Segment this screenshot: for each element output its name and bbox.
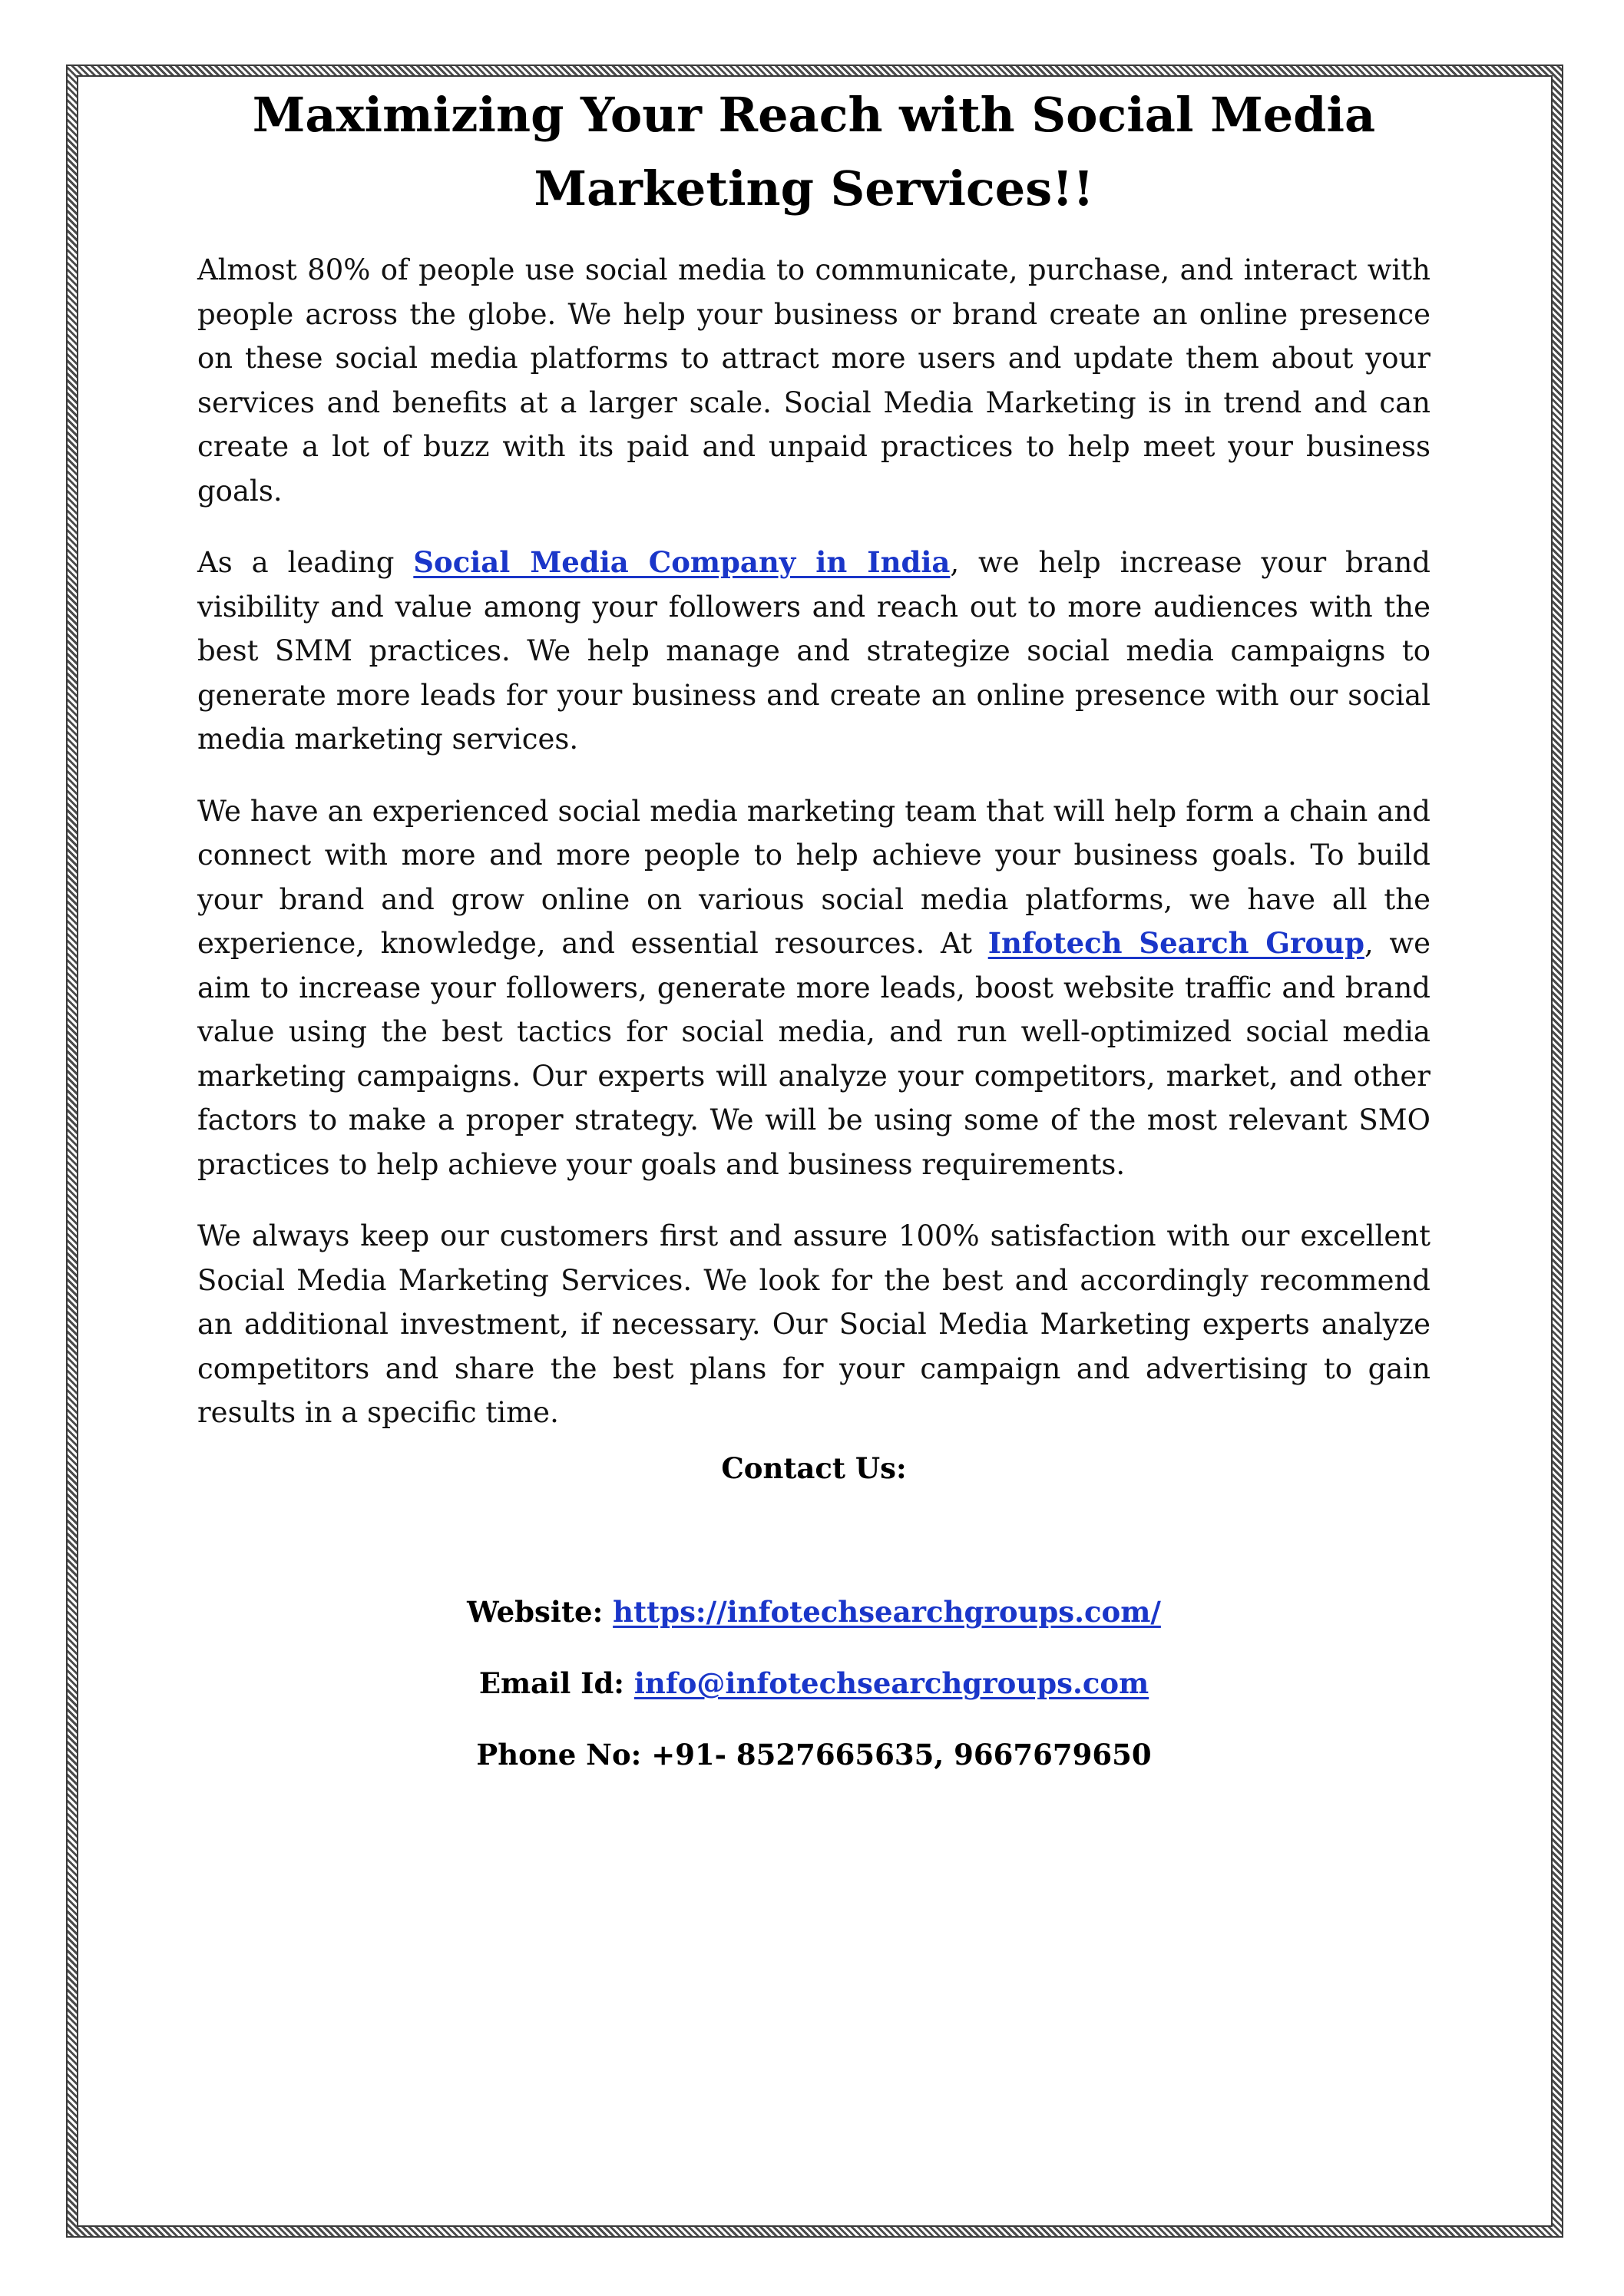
paragraph-satisfaction: We always keep our customers first and assure 100% satisfaction with our excellent Social Media Marketing Services. We look for the best and accordingly recommend an additional investment, if necessary. Our Social Media Marketing experts analyze competitors and share the best plans for your campaign and advertising to gain results in a specific time. (197, 1219, 1431, 1429)
infotech-search-group-link[interactable]: Infotech Search Group (987, 926, 1364, 960)
paragraph-team (197, 789, 1431, 1187)
paragraph-team-rest: , we aim to increase your followers, generate more leads, boost website traffic and brand value using the best tactics for social media, and run well-optimized social media marketing campaigns. Our experts will analyze your competitors, market, and other factors to make a proper strategy. We will be using some of the most relevant SMO practices to help achieve your goals and business requirements. (197, 927, 1431, 1181)
paragraph-company-rest: , we help increase your brand visibility and value among your followers and reach out to more audiences with the best SMM practices. We help manage and strategize social media campaigns to generate more leads for your business and create an online presence with our social media marketing services. (197, 546, 1431, 756)
paragraph-team-lead: We have an experienced social media marketing team that will help form a chain and connect with more and more people to help achieve your business goals. To build your brand and grow online on various social media platforms, we have all the experience, knowledge, and essential resources. At (197, 794, 1431, 960)
contact-phone (123, 1733, 1505, 1777)
paragraph-intro: Almost 80% of people use social media to communicate, purchase, and interact with people across the globe. We help your business or brand create an online presence on these social media platforms to attract more users and update them about your services and benefits at a larger scale. Social Media Marketing is in trend and can create a lot of buzz with its paid and unpaid practices to help meet your business goals. (197, 253, 1431, 508)
paragraph-company (197, 541, 1431, 762)
website-link[interactable]: https://infotechsearchgroups.com/ (613, 1595, 1161, 1629)
contact-heading (123, 1447, 1505, 1490)
page-title (123, 78, 1505, 226)
title-line-1: Maximizing Your Reach with Social Media (252, 87, 1376, 143)
document-body (197, 248, 1431, 1463)
phone-value: +91- 8527665635, 9667679650 (651, 1738, 1152, 1772)
website-label: Website: (467, 1595, 614, 1629)
paragraph-company-lead: As a leading (197, 546, 414, 579)
email-link[interactable]: info@infotechsearchgroups.com (633, 1666, 1149, 1700)
contact-email (123, 1662, 1505, 1705)
contact-heading-text: Contact Us: (721, 1451, 907, 1485)
social-media-company-link[interactable]: Social Media Company in India (413, 545, 951, 579)
phone-label: Phone No: (476, 1738, 652, 1772)
title-line-2: Marketing Services!! (534, 160, 1094, 217)
contact-website (123, 1590, 1505, 1634)
email-label: Email Id: (478, 1666, 634, 1700)
